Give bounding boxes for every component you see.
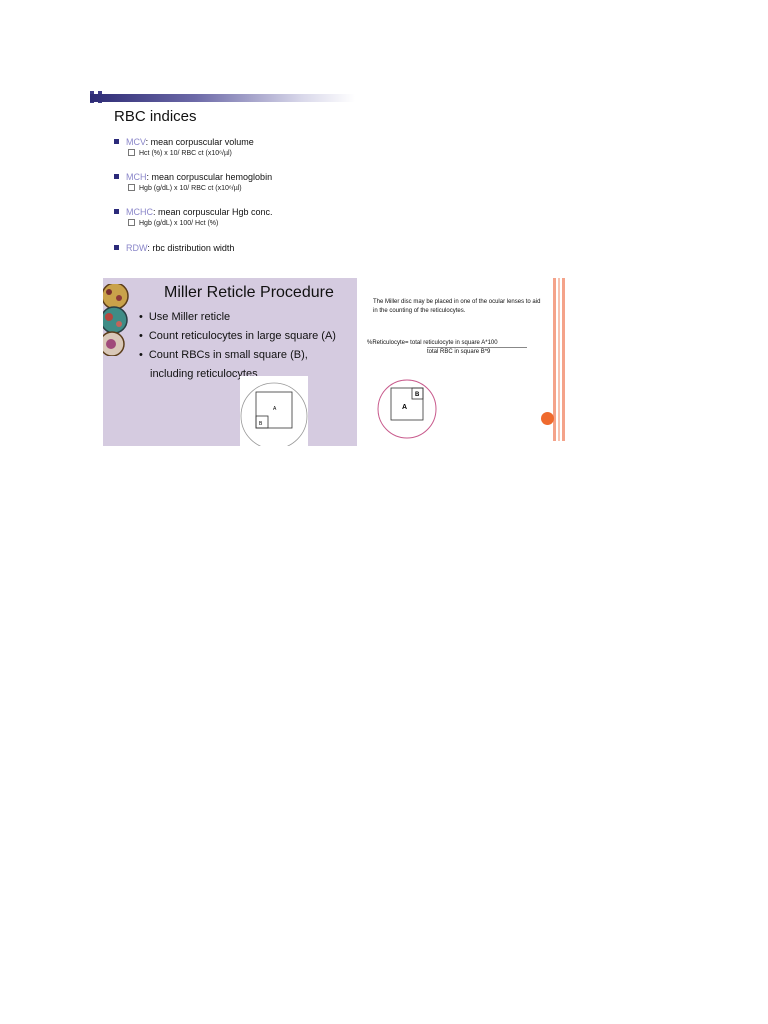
formula: Hct (%) x 10/ RBC ct (x10⁶/µl) <box>139 150 232 157</box>
rbc-item-rdw <box>114 243 234 253</box>
miller-disc-diagram <box>376 378 438 440</box>
formula-denominator: total RBC in square B*9 <box>427 349 491 355</box>
bullet-item: • Count reticulocytes in large square (A) <box>139 327 336 346</box>
bullet-list <box>139 308 336 384</box>
abbr: MCHC <box>126 207 153 217</box>
fraction-line <box>427 347 527 348</box>
hollow-bullet-icon <box>128 149 135 156</box>
slide-miller-reticle <box>103 278 357 446</box>
label-a: A <box>402 404 408 411</box>
label-b: B <box>415 392 420 398</box>
bullet-item: • Count RBCs in small square (B), <box>139 346 336 365</box>
formula: Hgb (g/dL) x 10/ RBC ct (x10⁶/µl) <box>139 185 242 192</box>
abbr: MCV <box>126 137 146 147</box>
abbr: MCH <box>126 172 147 182</box>
hollow-bullet-icon <box>128 184 135 191</box>
hollow-bullet-icon <box>128 219 135 226</box>
rbc-item-mch <box>114 172 272 192</box>
blood-cell-images-icon <box>103 284 137 356</box>
right-edge-stripes <box>553 278 565 441</box>
miller-reticle-diagram <box>240 376 308 446</box>
label-a: A <box>273 406 277 412</box>
desc: : rbc distribution width <box>147 243 235 253</box>
desc: : mean corpuscular Hgb conc. <box>153 207 273 217</box>
square-bullet-icon <box>114 209 119 214</box>
bullet-item: • Use Miller reticle <box>139 308 336 327</box>
description-text: The Miller disc may be placed in one of the ocular lenses to aid in the counting of the reticulocytes. <box>373 299 541 314</box>
slide-rbc-indices <box>90 88 355 273</box>
square-bullet-icon <box>114 245 119 250</box>
formula-numerator: %Reticulocyte= total reticulocyte in square A*100 <box>367 340 498 346</box>
slide-title: Miller Reticle Procedure <box>164 284 334 301</box>
formula: Hgb (g/dL) x 100/ Hct (%) <box>139 220 219 227</box>
label-b: B <box>259 421 263 427</box>
desc: : mean corpuscular volume <box>145 137 254 147</box>
abbr: RDW <box>126 243 148 253</box>
square-bullet-icon <box>114 139 119 144</box>
square-bullet-icon <box>114 174 119 179</box>
title-bar <box>90 94 355 102</box>
rbc-item-mchc <box>114 207 273 227</box>
orange-dot-icon <box>541 412 554 425</box>
bullet-item: including reticulocytes <box>150 368 258 380</box>
desc: : mean corpuscular hemoglobin <box>146 172 273 182</box>
rbc-item-mcv <box>114 137 254 157</box>
slide-title: RBC indices <box>114 108 197 125</box>
reticulocyte-formula <box>367 340 537 355</box>
